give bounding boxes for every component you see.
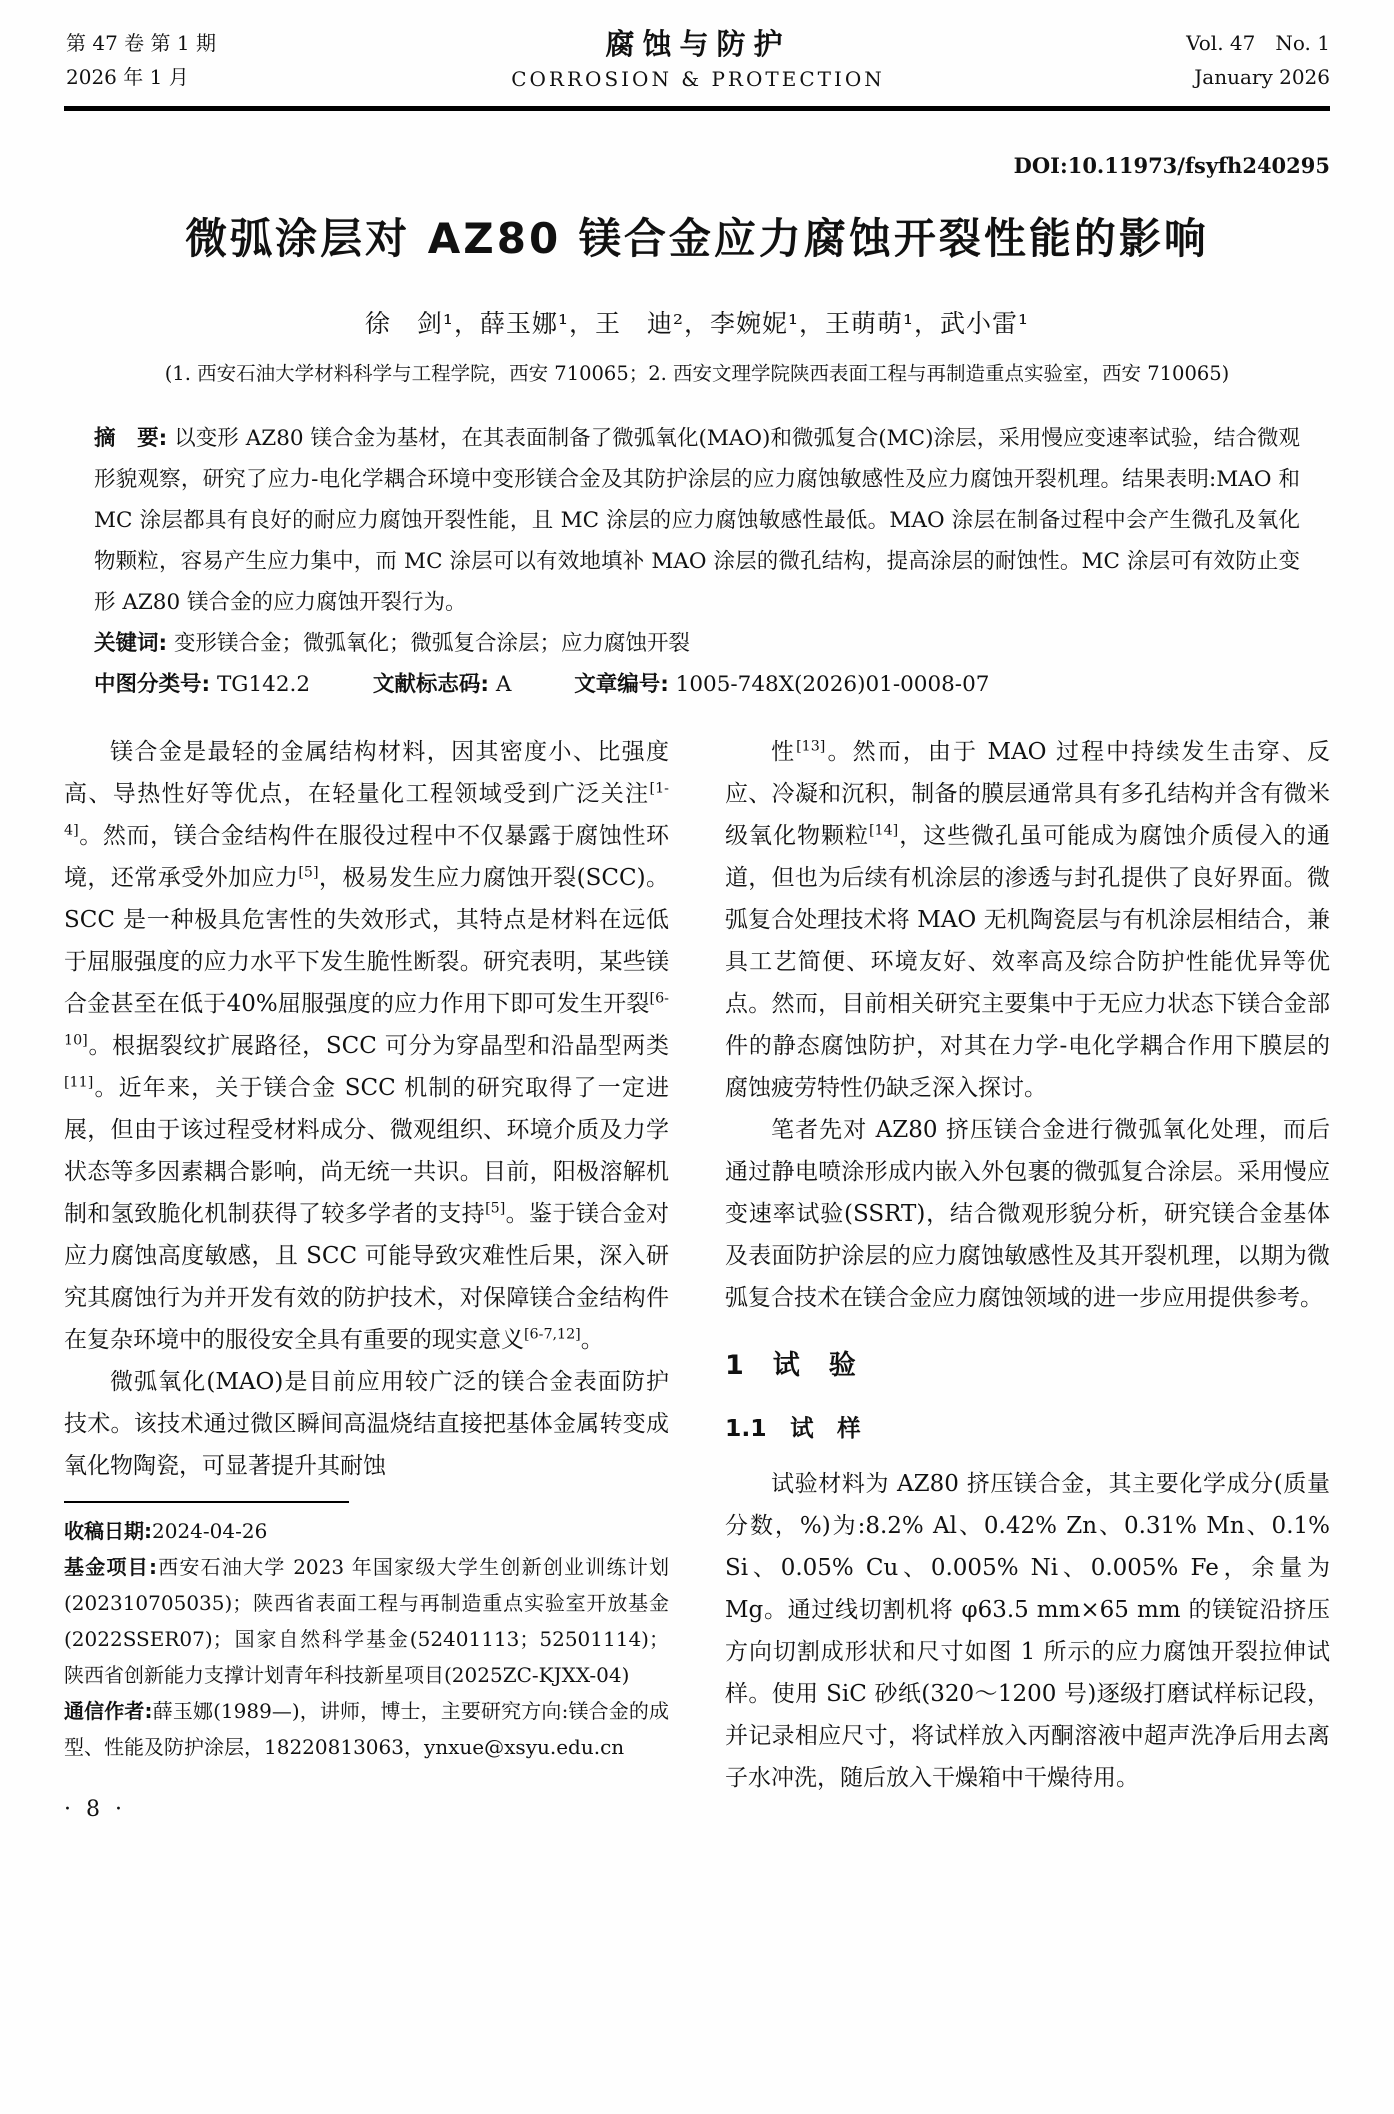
footnote-rule	[64, 1501, 349, 1503]
footnote-block	[64, 1501, 669, 1765]
abstract-text: 以变形 AZ80 镁合金为基材，在其表面制备了微弧氧化(MAO)和微弧复合(MC)涂层，采用慢应变速率试验，结合微观形貌观察，研究了应力-电化学耦合环境中变形镁合金及其防护涂层的应力腐蚀敏感性及应力腐蚀开裂机理。结果表明:MAO 和 MC 涂层都具有良好的耐应力腐蚀开裂性能，且 MC 涂层的应力腐蚀敏感性最低。MAO 涂层在制备过程中会产生微孔及氧化物颗粒，容易产生应力集中，而 MC 涂层可以有效地填补 MAO 涂层的微孔结构，提高涂层的耐蚀性。MC 涂层可有效防止变形 AZ80 镁合金的应力腐蚀开裂行为。	[94, 426, 1300, 615]
issue-date-cn: 2026 年 1 月	[66, 65, 189, 89]
section-heading-1-1: 1.1 试 样	[725, 1414, 861, 1442]
article-id-segment	[574, 672, 989, 697]
paragraph: 试验材料为 AZ80 挤压镁合金，其主要化学成分(质量分数，%)为:8.2% Al、0.42% Zn、0.31% Mn、0.1% Si、0.05% Cu、0.005% Ni、0.005% Fe，余量为 Mg。通过线切割机将 φ63.5 mm×65 mm 的镁锭沿挤压方向切割成形状和尺寸如图 1 所示的应力腐蚀开裂拉伸试样。使用 SiC 砂纸(320～1200 号)逐级打磨试样标记段，并记录相应尺寸，将试样放入丙酮溶液中超声洗净后用去离子水冲洗，随后放入干燥箱中干燥待用。	[725, 1471, 1330, 1791]
right-column	[725, 731, 1330, 1831]
journal-title-cn: 腐蚀与防护	[605, 27, 791, 61]
classification-line	[94, 664, 1300, 705]
footnote-received	[64, 1513, 669, 1549]
paragraph: 微弧氧化(MAO)是目前应用较广泛的镁合金表面防护技术。该技术通过微区瞬间高温烧结直接把基体金属转变成氧化物陶瓷，可显著提升其耐蚀	[64, 1369, 669, 1479]
left-column	[64, 731, 669, 1831]
abstract-paragraph	[94, 418, 1300, 623]
article-title: 微弧涂层对 AZ80 镁合金应力腐蚀开裂性能的影响	[185, 214, 1209, 263]
footnote-corresponding-author	[64, 1693, 669, 1765]
page-header	[64, 26, 1330, 96]
page-number: · 8 ·	[64, 1797, 126, 1822]
doc-code-label: 文献标志码:	[372, 672, 489, 697]
paragraph: 性[13]。然而，由于 MAO 过程中持续发生击穿、反应、冷凝和沉积，制备的膜层通常具有多孔结构并含有微米级氧化物颗粒[14]，这些微孔虽可能成为腐蚀介质侵入的通道，但也为后续有机涂层的渗透与封孔提供了良好界面。微弧复合处理技术将 MAO 无机陶瓷层与有机涂层相结合，兼具工艺简便、环境友好、效率高及综合防护性能优异等优点。然而，目前相关研究主要集中于无应力状态下镁合金部件的静态腐蚀防护，对其在力学-电化学耦合作用下膜层的腐蚀疲劳特性仍缺乏深入探讨。	[725, 738, 1331, 1101]
header-issue-en	[1090, 26, 1330, 94]
clc-segment	[94, 672, 310, 697]
affiliation: (1. 西安石油大学材料科学与工程学院，西安 710065；2. 西安文理学院陕西表面工程与再制造重点实验室，西安 710065)	[164, 362, 1230, 385]
corresponding-author-label: 通信作者:	[64, 1699, 153, 1723]
received-label: 收稿日期:	[64, 1519, 152, 1543]
clc-value: TG142.2	[216, 672, 311, 697]
footnote-fund	[64, 1549, 669, 1693]
article-id-value: 1005-748X(2026)01-0008-07	[675, 672, 990, 697]
doi: DOI:10.11973/fsyfh240295	[1013, 153, 1330, 178]
journal-title-block	[306, 26, 1090, 96]
header-issue-cn	[64, 26, 306, 94]
corresponding-author-text: 薛玉娜(1989—)，讲师，博士，主要研究方向:镁合金的成型、性能及防护涂层，18220813063，ynxue@xsyu.edu.cn	[64, 1699, 669, 1759]
paragraph: 笔者先对 AZ80 挤压镁合金进行微弧氧化处理，而后通过静电喷涂形成内嵌入外包裹的微弧复合涂层。采用慢应变速率试验(SSRT)，结合微观形貌分析，研究镁合金基体及表面防护涂层的应力腐蚀敏感性及其开裂机理，以期为微弧复合技术在镁合金应力腐蚀领域的进一步应用提供参考。	[725, 1117, 1330, 1311]
header-rule	[64, 106, 1330, 111]
authors-line: 徐 剑¹，薛玉娜¹，王 迪²，李婉妮¹，王萌萌¹，武小雷¹	[364, 309, 1030, 338]
clc-label: 中图分类号:	[94, 672, 211, 697]
paragraph: 镁合金是最轻的金属结构材料，因其密度小、比强度高、导热性好等优点，在轻量化工程领域受到广泛关注[1-4]。然而，镁合金结构件在服役过程中不仅暴露于腐蚀性环境，还常承受外加应力[5]，极易发生应力腐蚀开裂(SCC)。SCC 是一种极具危害性的失效形式，其特点是材料在远低于屈服强度的应力水平下发生脆性断裂。研究表明，某些镁合金甚至在低于40%屈服强度的应力作用下即可发生开裂[6-10]。根据裂纹扩展路径，SCC 可分为穿晶型和沿晶型两类[11]。近年来，关于镁合金 SCC 机制的研究取得了一定进展，但由于该过程受材料成分、微观组织、环境介质及力学状态等多因素耦合影响，尚无统一共识。目前，阳极溶解机制和氢致脆化机制获得了较多学者的支持[5]。鉴于镁合金对应力腐蚀高度敏感，且 SCC 可能导致灾难性后果，深入研究其腐蚀行为并开发有效的防护技术，对保障镁合金结构件在复杂环境中的服役安全具有重要的现实意义[6-7,12]。	[64, 739, 670, 1353]
issue-volume-en: Vol. 47 No. 1	[1186, 31, 1330, 55]
abstract-block	[94, 418, 1300, 705]
article-id-label: 文章编号:	[574, 672, 669, 697]
fund-text: 西安石油大学 2023 年国家级大学生创新创业训练计划(202310705035)；陕西省表面工程与再制造重点实验室开放基金(2022SSER07)；国家自然科学基金(52401113；52501114)；陕西省创新能力支撑计划青年科技新星项目(2025ZC-KJXX-04)	[64, 1555, 669, 1687]
keywords-label: 关键词:	[94, 631, 168, 656]
doc-code-value: A	[495, 672, 512, 697]
received-date: 2024-04-26	[152, 1519, 268, 1543]
fund-label: 基金项目:	[64, 1555, 157, 1579]
body-columns	[64, 731, 1330, 1831]
issue-volume-cn: 第 47 卷 第 1 期	[66, 31, 216, 55]
keywords-line	[94, 623, 1300, 664]
keywords-text: 变形镁合金；微弧氧化；微弧复合涂层；应力腐蚀开裂	[173, 631, 690, 656]
issue-date-en: January 2026	[1194, 65, 1330, 89]
abstract-label: 摘 要:	[94, 426, 168, 451]
journal-title-en: CORROSION & PROTECTION	[511, 67, 885, 91]
section-heading-1: 1 试 验	[725, 1350, 857, 1381]
doc-code-segment	[373, 672, 511, 697]
